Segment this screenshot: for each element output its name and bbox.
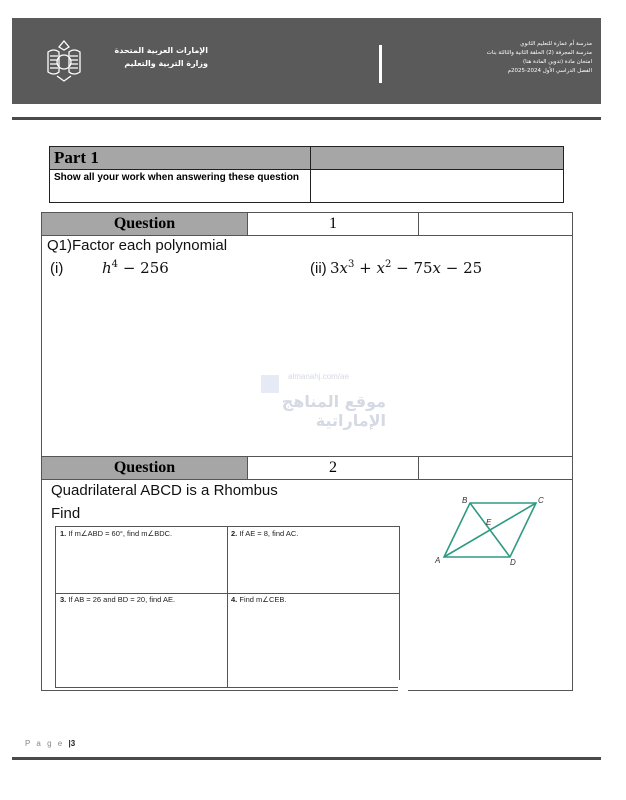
subquestion-2-number: 2.: [231, 529, 238, 538]
question1-item-ii-label: (ii): [310, 260, 327, 277]
header-divider: [379, 45, 382, 83]
subquestion-2-text: If AE = 8, find AC.: [239, 529, 299, 538]
ministry-line-1: الإمارات العربية المتحدة: [114, 46, 208, 55]
school-line-2: مدرسة المجرفة (2) الحلقة الثانية والثالثة بنات: [486, 50, 592, 56]
part1-gray-cell: [311, 147, 564, 170]
question1-label: Question: [42, 213, 248, 235]
school-line-3: امتحان مادة (تدوين المادة هنا): [522, 59, 592, 65]
page-footer: P a g e |3: [25, 739, 76, 748]
subquestion-4: [231, 595, 287, 604]
center-label-e: E: [486, 518, 492, 527]
question2-label: Question: [42, 457, 248, 479]
vertex-label-b: B: [462, 496, 468, 505]
question2-prompt-line2: Find: [51, 505, 81, 522]
question1-item-i-label: (i): [50, 260, 64, 277]
vertex-label-d: D: [510, 558, 516, 567]
part1-instruction: Show all your work when answering these question: [50, 170, 311, 203]
top-rule: [12, 117, 601, 120]
school-line-1: مدرسة أم عمارة للتعليم الثانوي: [520, 41, 592, 47]
question2-number: 2: [248, 457, 419, 479]
subquestion-3-number: 3.: [60, 595, 67, 604]
part1-table: [49, 146, 564, 203]
grid-horizontal-line: [56, 593, 399, 594]
subquestion-2: [231, 529, 298, 538]
subquestion-1-number: 1.: [60, 529, 67, 538]
question2-header: [42, 457, 572, 480]
vertex-label-a: A: [435, 556, 441, 565]
subquestion-4-number: 4.: [231, 595, 238, 604]
watermark: [256, 370, 386, 430]
subquestion-3-text: If AB = 26 and BD = 20, find AE.: [68, 595, 176, 604]
watermark-url: almanahj.com/ae: [288, 372, 349, 381]
border-gap: [398, 680, 408, 692]
ministry-name: [98, 44, 208, 70]
emblem-icon: [44, 38, 84, 84]
bottom-rule: [12, 757, 601, 760]
subquestion-1: [60, 529, 172, 538]
question1-number: 1: [248, 213, 419, 235]
part1-title: Part 1: [50, 147, 311, 170]
header-bar: [12, 18, 601, 104]
subquestion-3: [60, 595, 175, 604]
question2-prompt-line1: Quadrilateral ABCD is a Rhombus: [51, 482, 278, 499]
page-label: P a g e: [25, 739, 65, 748]
ministry-line-2: وزارة التربية والتعليم: [124, 59, 208, 68]
watermark-text: موقع المناهج الإماراتية: [281, 392, 386, 430]
school-info: [432, 40, 592, 76]
watermark-logo-icon: [261, 375, 279, 393]
question1-header: [42, 213, 572, 236]
subquestion-1-text: If m∠ABD = 60°, find m∠BDC.: [68, 529, 173, 538]
page-number: 3: [70, 739, 76, 748]
question1-item-ii-expression: $3x^3 + x^2 - 75x - 25$: [330, 259, 483, 277]
school-line-4: الفصل الدراسي الأول 2024-2025م: [507, 68, 592, 74]
question2-subquestions-grid: [55, 526, 400, 688]
part1-empty-cell: [311, 170, 564, 203]
subquestion-4-text: Find m∠CEB.: [239, 595, 287, 604]
vertex-label-c: C: [538, 496, 544, 505]
rhombus-diagram: [432, 495, 552, 570]
question1-item-i-expression: $h^4 - 256$: [102, 259, 169, 277]
grid-vertical-line: [227, 527, 228, 687]
question1-prompt: Q1)Factor each polynomial: [47, 237, 228, 254]
